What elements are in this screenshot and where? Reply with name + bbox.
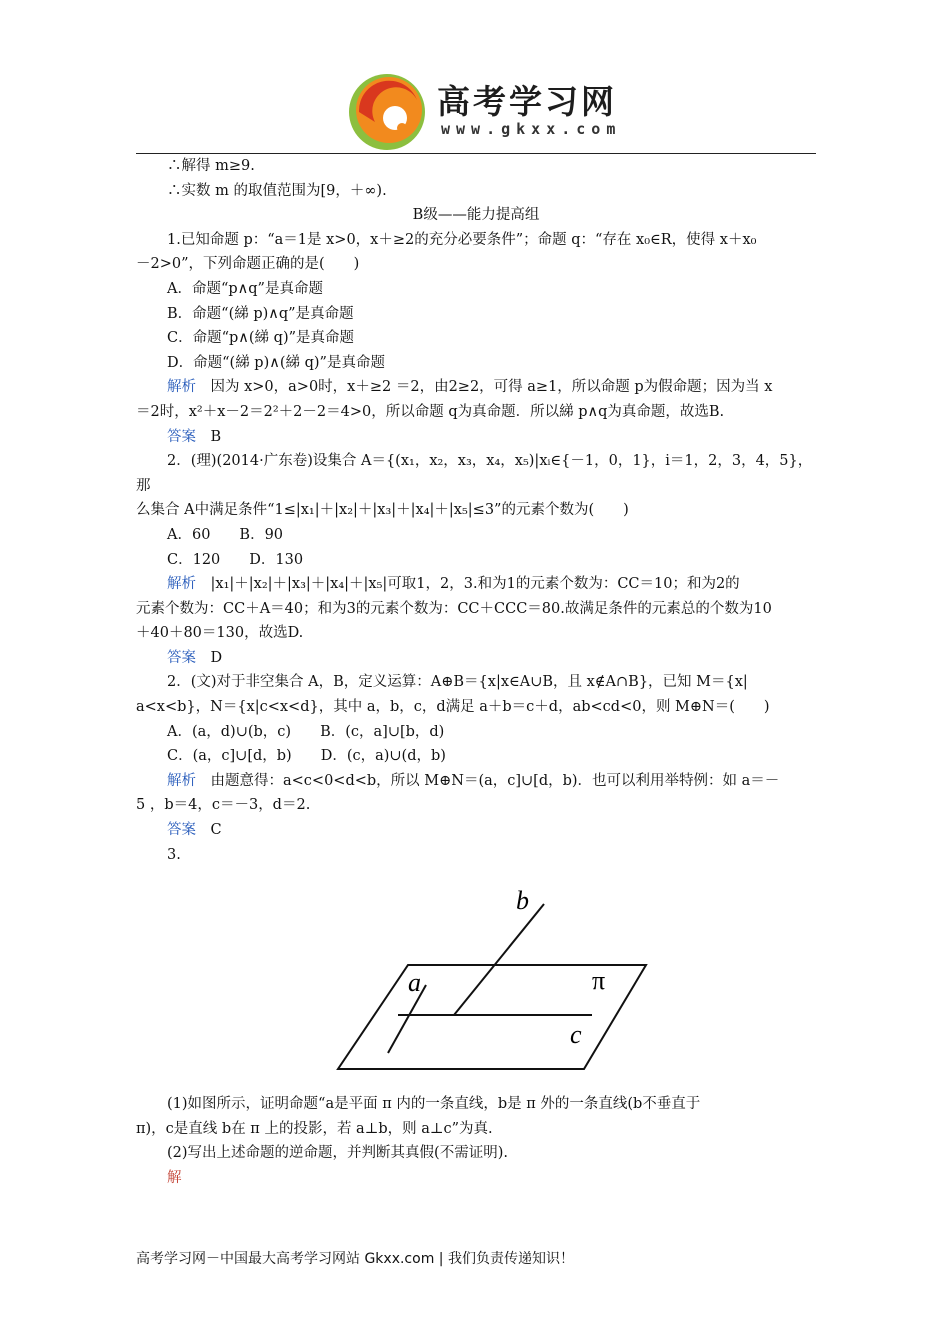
question-3-part1: (1)如图所示，证明命题“a是平面 π 内的一条直线，b是 π 外的一条直线(b不垂直于 bbox=[167, 1096, 701, 1113]
text-line: ∴解得 m≥9. bbox=[167, 158, 255, 174]
question-2-stem: 2．(理)(2014·广东卷)设集合 A＝{(x₁，x₂，x₃，x₄，x₅)|xᵢ∈{－1，0，1}，i＝1，2，3，4，5}，那 bbox=[136, 453, 813, 494]
options-cd: C．120 D．130 bbox=[167, 551, 304, 568]
analysis-text: 由题意得：a<c<0<d<b，所以 M⊕N＝(a，c]∪[d，b)．也可以利用举特例：如 a＝－ bbox=[196, 772, 780, 789]
section-heading: B级——能力提高组 bbox=[412, 207, 540, 224]
analysis-paragraph bbox=[136, 572, 816, 597]
question-1-stem-cont: －2>0”，下列命题正确的是( ) bbox=[136, 256, 360, 273]
analysis-tag: 解析 bbox=[167, 379, 196, 396]
label-a: a bbox=[408, 968, 421, 998]
question-1-stem: 1.已知命题 p：“a＝1是 x>0，x＋≥2的充分必要条件”；命题 q：“存在 x₀∈R，使得 x＋x₀ bbox=[167, 231, 757, 248]
options-ab: A．60 B．90 bbox=[167, 526, 284, 543]
text-line: ∴实数 m 的取值范围为[9，＋∞). bbox=[167, 182, 387, 199]
question-2w-stem-cont: a<x<b}，N＝{x|c<x<d}，其中 a，b，c，d满足 a＋b＝c＋d，ab<cd<0，则 M⊕N＝( ) bbox=[136, 699, 770, 716]
question-2w-stem: 2．(文)对于非空集合 A，B，定义运算：A⊕B＝{x|x∈A∪B，且 x∉A∩B}，已知 M＝{x| bbox=[167, 674, 748, 691]
logo-title: 高考学习网 bbox=[437, 82, 617, 121]
geometry-diagram bbox=[326, 867, 656, 1072]
answer-tag: 答案 bbox=[167, 428, 196, 445]
analysis-text-cont: 5 ，b＝4，c＝－3，d＝2. bbox=[136, 797, 311, 814]
line-b bbox=[454, 904, 544, 1015]
analysis-text: 因为 x>0，a>0时，x＋≥2 ＝2，由2≥2，可得 a≥1，所以命题 p为假命题；因为当 x bbox=[196, 379, 773, 396]
analysis-paragraph bbox=[136, 769, 816, 794]
question-3-part2: (2)写出上述命题的逆命题，并判断其真假(不需证明). bbox=[167, 1145, 508, 1162]
question-2-stem-cont: 么集合 A中满足条件“1≤|x₁|＋|x₂|＋|x₃|＋|x₄|＋|x₅|≤3”的元素个数为( ) bbox=[136, 502, 629, 519]
analysis-tag: 解析 bbox=[167, 576, 196, 593]
logo bbox=[345, 68, 645, 154]
answer-tag: 答案 bbox=[167, 649, 196, 666]
answer-line bbox=[136, 646, 816, 671]
label-pi: π bbox=[592, 966, 606, 996]
answer-tag: 答案 bbox=[167, 822, 196, 839]
analysis-text: |x₁|＋|x₂|＋|x₃|＋|x₄|＋|x₅|可取1，2，3.和为1的元素个数为：CC＝10；和为2的 bbox=[196, 576, 740, 593]
analysis-paragraph bbox=[136, 375, 816, 400]
analysis-text-cont: 元素个数为：CC＋A＝40；和为3的元素个数为：CC＋CCC＝80.故满足条件的元素总的个数为10 bbox=[136, 600, 772, 617]
question-3-part1-cont: π)，c是直线 b在 π 上的投影，若 a⊥b，则 a⊥c”为真. bbox=[136, 1120, 493, 1137]
answer-line bbox=[136, 425, 816, 450]
analysis-tag: 解析 bbox=[167, 772, 196, 789]
option-c: C．命题“p∧(綈 q)”是真命题 bbox=[167, 330, 355, 347]
analysis-text-cont: ＝2时，x²＋x－2＝2²＋2－2＝4>0，所以命题 q为真命题．所以綈 p∧q为真命题，故选B. bbox=[136, 403, 725, 420]
option-d: D．命题“(綈 p)∧(綈 q)”是真命题 bbox=[167, 354, 385, 371]
option-b: B．命题“(綈 p)∧q”是真命题 bbox=[167, 305, 354, 322]
answer-line bbox=[136, 818, 816, 843]
label-c: c bbox=[570, 1020, 582, 1050]
answer-value: B bbox=[196, 428, 222, 445]
plane-lines-figure bbox=[136, 867, 816, 1092]
answer-value: C bbox=[196, 822, 222, 839]
option-a: A．命题“p∧q”是真命题 bbox=[167, 280, 323, 297]
footer-text: 高考学习网－中国最大高考学习网站 Gkxx.com | 我们负责传递知识！ bbox=[136, 1251, 574, 1267]
label-b: b bbox=[516, 886, 529, 916]
analysis-text-cont: ＋40＋80＝130，故选D. bbox=[136, 625, 304, 642]
question-3-number: 3. bbox=[167, 846, 181, 863]
options-cd: C．(a，c]∪[d，b) D．(c，a)∪(d，b) bbox=[167, 748, 446, 765]
options-ab: A．(a，d)∪(b，c) B．(c，a]∪[b，d) bbox=[167, 723, 445, 740]
answer-value: D bbox=[196, 649, 223, 666]
logo-swirl-icon bbox=[345, 70, 429, 154]
logo-url: www.gkxx.com bbox=[441, 120, 622, 138]
solution-tag: 解 bbox=[167, 1170, 182, 1186]
document-body bbox=[136, 154, 816, 1191]
